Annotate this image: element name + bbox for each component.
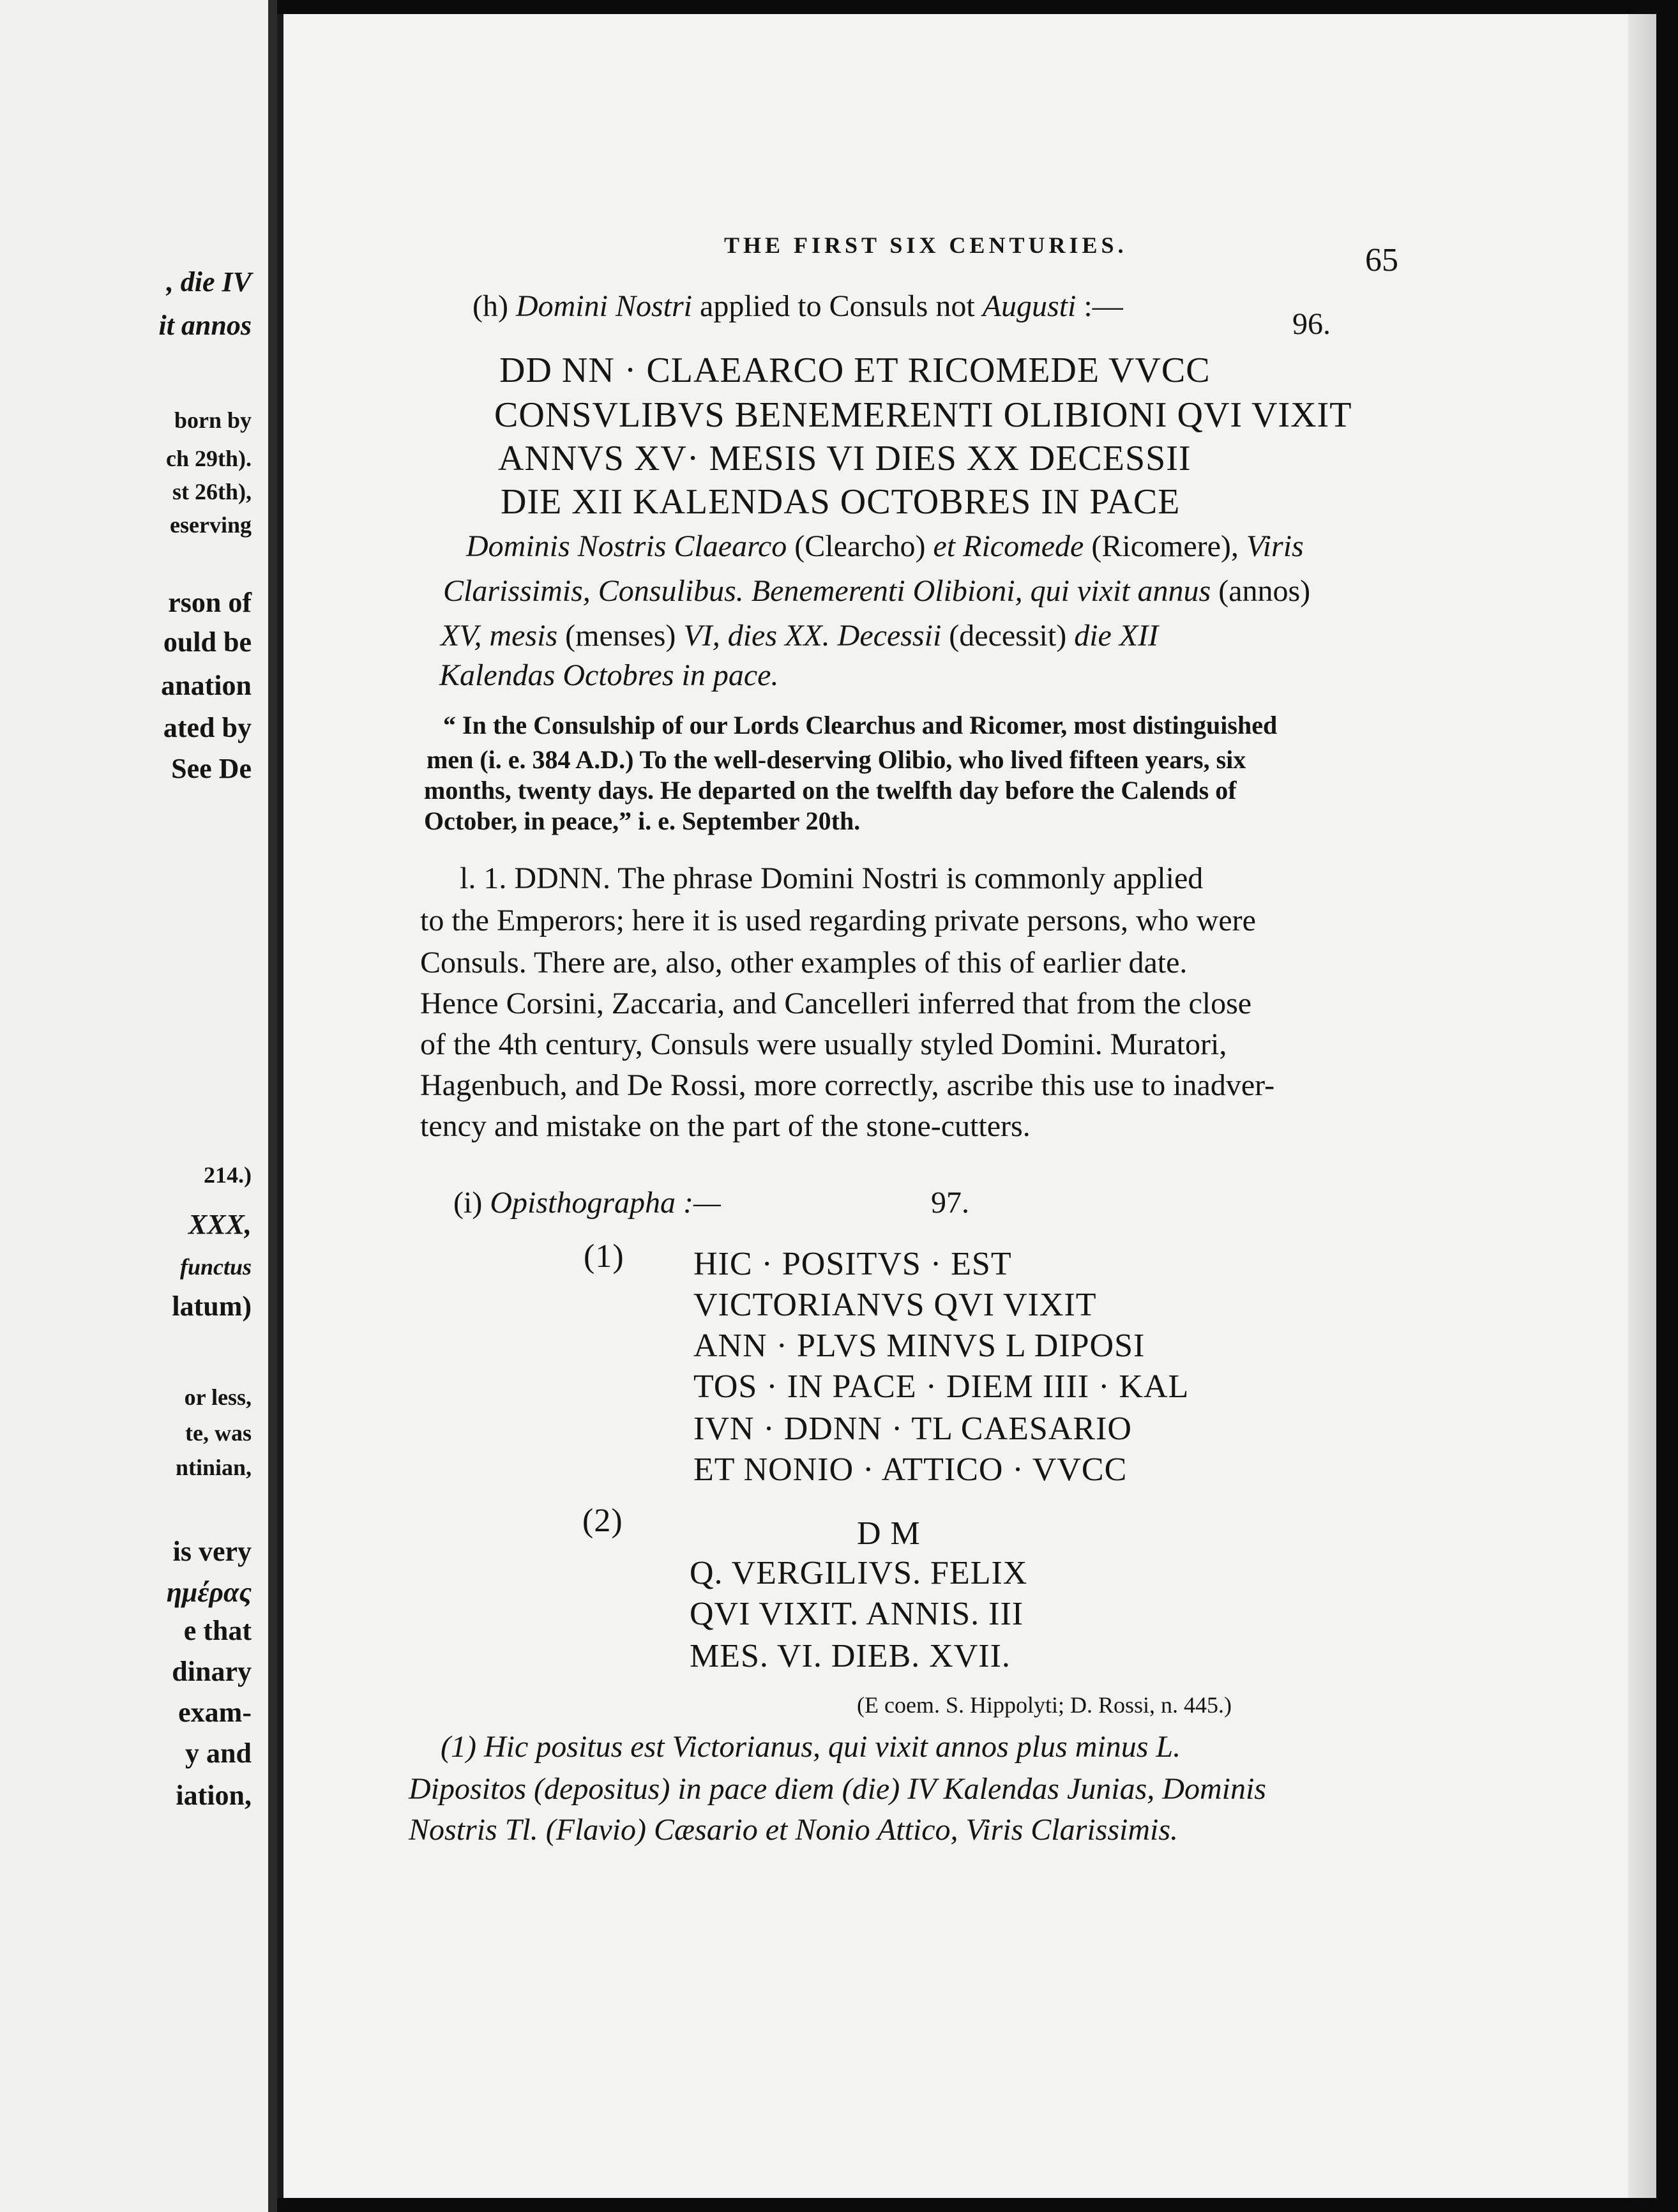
inscription-line: QVI VIXIT. ANNIS. III [690,1596,1024,1632]
note-line: l. 1. DDNN. The phrase Domini Nostri is commonly applied [460,861,1204,895]
item-2-label: (2) [582,1503,623,1539]
note-line: Hagenbuch, and De Rossi, more correctly, ascribe this use to inadver- [420,1068,1275,1102]
inscription-line: DIE XII KALENDAS OCTOBRES IN PACE [501,482,1181,522]
translation-line: men (i. e. 384 A.D.) To the well-deserving Olibio, who lived fifteen years, six [427,745,1246,774]
left-text-line: See De [171,753,252,784]
expansion-line [466,531,1304,562]
inscription-line: D M [857,1515,921,1552]
left-text-line: ntinian, [175,1455,252,1480]
inscription-number-96: 96. [1292,307,1331,341]
section-h-label: (h) [472,289,508,323]
section-h-title-mid: applied to Consuls not [692,289,983,323]
left-text-line: anation [161,670,252,701]
left-text-line: y and [185,1738,252,1769]
expansion-line: (1) Hic positus est Victorianus, qui vixit annos plus minus L. [441,1730,1181,1764]
left-text-line: eserving [170,512,252,538]
inscription-line: DD NN · CLAEARCO ET RICOMEDE VVCC [499,351,1211,390]
left-text-line: te, was [185,1420,252,1446]
section-h-title-italic2: Augusti [982,289,1077,323]
right-page [277,14,1656,2198]
note-line: Consuls. There are, also, other examples of this of earlier date. [420,946,1188,980]
left-text-line: rson of [168,587,252,618]
inscription-line: ANNVS XV· MESIS VI DIES XX DECESSII [498,439,1191,478]
expansion-line [441,621,1158,651]
expansion-fragment: et Ricomede [933,529,1084,563]
translation-line: “ In the Consulship of our Lords Clearchus and Ricomer, most distinguished [443,711,1278,739]
left-text-line: latum) [172,1291,252,1322]
section-h-title-end: :— [1076,289,1123,323]
expansion-fragment: (Ricomere), [1084,529,1246,563]
left-text-line: ημέρας [166,1577,252,1608]
section-h-title-italic: Domini Nostri [515,289,693,323]
expansion-fragment: (decessit) [941,619,1075,653]
item-1-label: (1) [584,1238,624,1275]
left-text-line: exam- [178,1697,252,1728]
inscription-number-97: 97. [931,1186,969,1220]
page-edge [1628,14,1656,2198]
running-title: THE FIRST SIX CENTURIES. [724,232,1128,258]
section-h-heading [472,291,1123,322]
note-line: to the Emperors; here it is used regarding private persons, who were [420,904,1256,937]
left-text-line: iation, [176,1780,252,1811]
left-text-line: ch 29th). [166,446,252,471]
expansion-fragment: Viris [1246,529,1304,563]
note-line: Hence Corsini, Zaccaria, and Cancelleri inferred that from the close [420,987,1252,1020]
left-text-line: born by [174,407,252,433]
expansion-fragment: (Clearcho) [787,529,933,563]
translation-line: October, in peace,” i. e. September 20th. [424,807,861,835]
section-i-heading [453,1188,721,1218]
expansion-line: Dipositos (depositus) in pace diem (die) IV Kalendas Junias, Dominis [409,1772,1266,1806]
inscription-line: TOS · IN PACE · DIEM IIII · KAL [693,1368,1190,1405]
note-line: of the 4th century, Consuls were usually styled Domini. Muratori, [420,1027,1227,1061]
left-text-line: is very [172,1536,252,1567]
left-text-line: 214.) [204,1162,252,1188]
left-text-line: st 26th), [172,479,252,504]
translation-line: months, twenty days. He departed on the twelfth day before the Calends of [424,776,1237,805]
expansion-fragment: VI, dies XX. Decessii [683,619,942,653]
page-number: 65 [1365,242,1398,278]
expansion-fragment: die XII [1074,619,1159,653]
left-text-line: dinary [172,1656,252,1687]
expansion-fragment: (annos) [1211,574,1311,608]
left-text-line: , die IV [166,266,252,298]
expansion-fragment: Dominis Nostris Claearco [466,529,787,563]
section-i-title: Opisthographa :— [490,1186,721,1220]
note-line: tency and mistake on the part of the stone-cutters. [420,1109,1031,1143]
left-text-line: e that [183,1615,252,1646]
left-text-line: XXX, [188,1209,252,1240]
left-text-line: it annos [158,310,252,341]
inscription-line: CONSVLIBVS BENEMERENTI OLIBIONI QVI VIXIT [494,395,1352,435]
left-text-line: functus [179,1254,252,1280]
inscription-line: Q. VERGILIVS. FELIX [690,1555,1028,1591]
inscription-line: HIC · POSITVS · EST [693,1246,1012,1282]
expansion-line: Kalendas Octobres in pace. [439,658,779,692]
left-text-line: or less, [184,1384,252,1410]
left-text-line: ated by [163,712,252,743]
left-text-line: ould be [163,626,252,658]
expansion-fragment: Clarissimis, Consulibus. Benemerenti Olibioni, qui vixit annus [443,574,1211,608]
left-facing-page [0,0,268,2212]
expansion-line: Nostris Tl. (Flavio) Cæsario et Nonio Attico, Viris Clarissimis. [409,1813,1179,1847]
expansion-fragment: XV, mesis [441,619,558,653]
book-gutter [268,0,277,2212]
source-citation: (E coem. S. Hippolyti; D. Rossi, n. 445.) [857,1692,1232,1718]
section-i-label: (i) [453,1186,483,1220]
expansion-line [443,576,1310,607]
expansion-fragment: (menses) [557,619,684,653]
inscription-line: VICTORIANVS QVI VIXIT [693,1287,1097,1323]
inscription-line: ANN · PLVS MINVS L DIPOSI [693,1328,1145,1364]
inscription-line: IVN · DDNN · TL CAESARIO [693,1411,1132,1447]
inscription-line: ET NONIO · ATTICO · VVCC [693,1451,1128,1488]
inscription-line: MES. VI. DIEB. XVII. [690,1638,1011,1674]
